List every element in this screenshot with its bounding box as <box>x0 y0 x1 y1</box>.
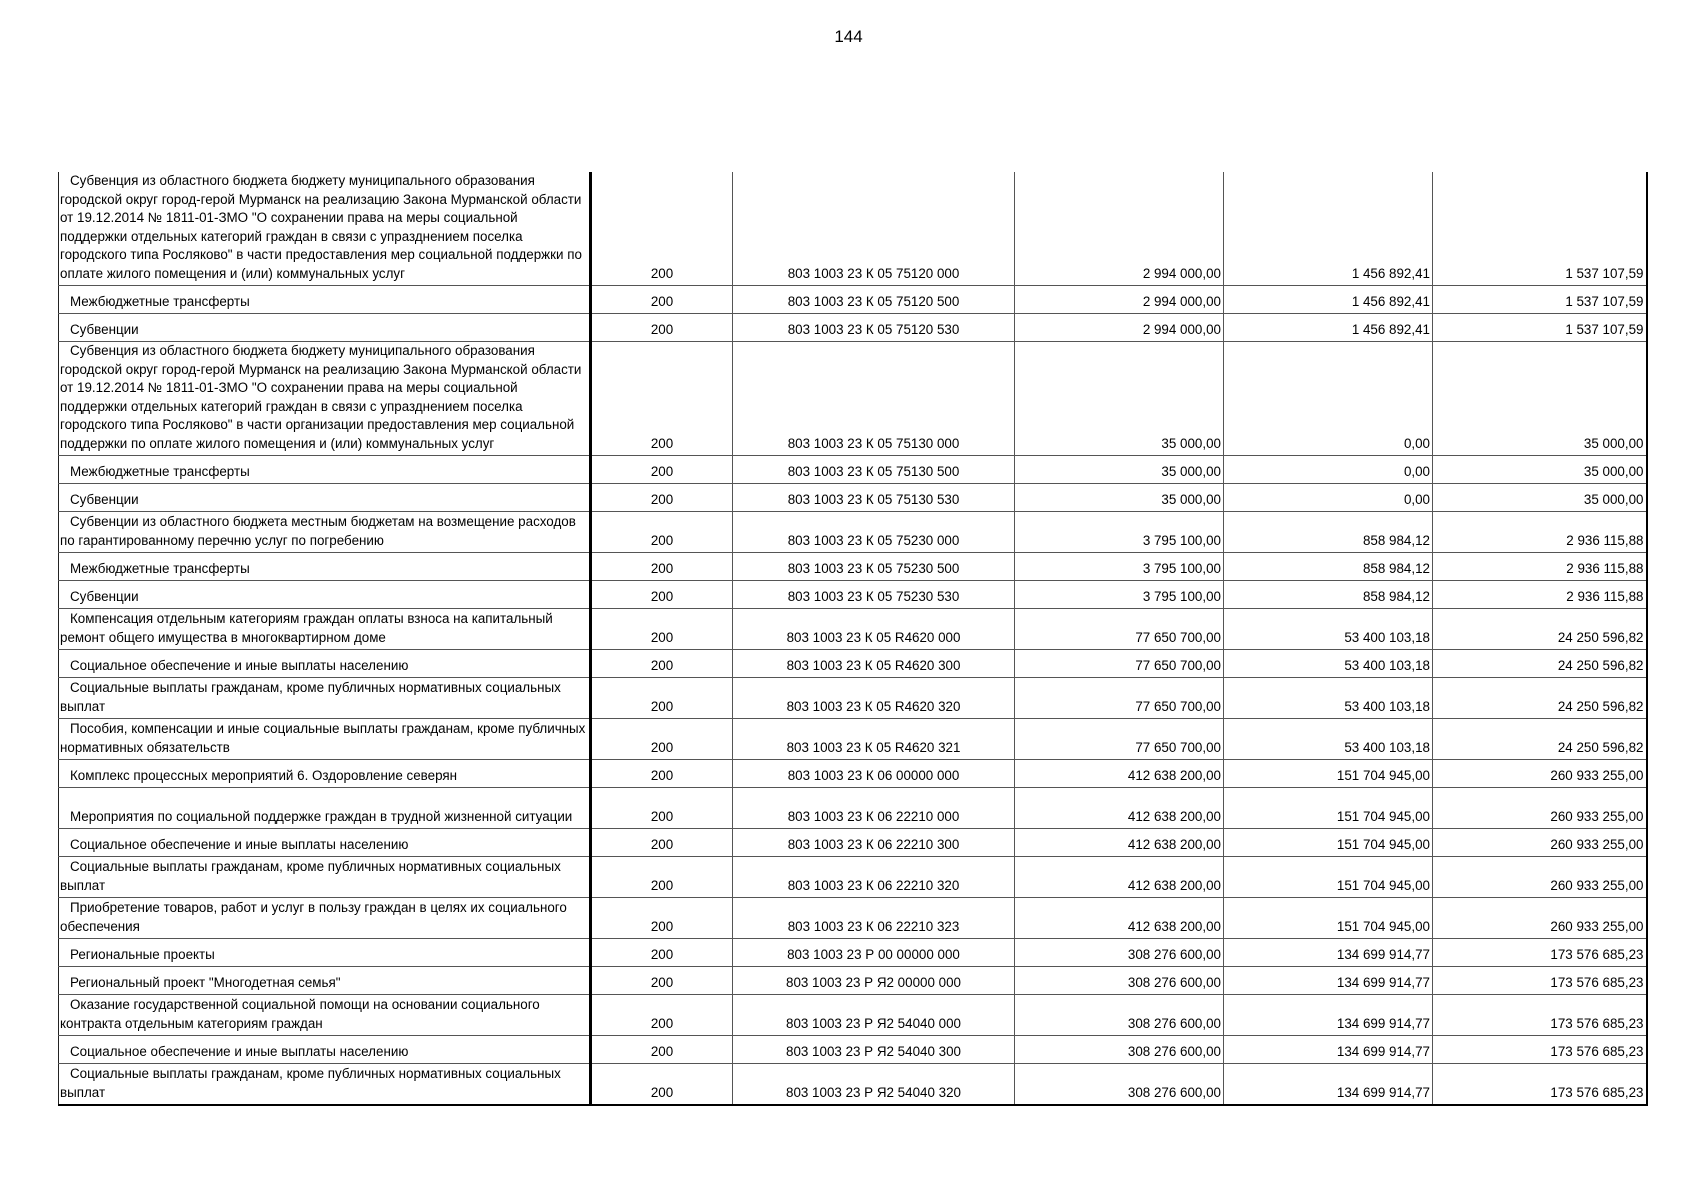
row-rest: 260 933 255,00 <box>1433 760 1647 788</box>
row-plan: 308 276 600,00 <box>1015 1036 1224 1064</box>
row-done: 0,00 <box>1224 456 1433 484</box>
row-plan: 412 638 200,00 <box>1015 898 1224 939</box>
row-plan: 35 000,00 <box>1015 456 1224 484</box>
row-name <box>59 719 591 760</box>
row-done: 151 704 945,00 <box>1224 898 1433 939</box>
row-plan: 2 994 000,00 <box>1015 286 1224 314</box>
row-name <box>59 857 591 898</box>
table-row <box>59 995 1647 1036</box>
row-code: 200 <box>591 719 733 760</box>
row-name-text: Субвенции <box>70 588 139 604</box>
row-done: 53 400 103,18 <box>1224 609 1433 650</box>
row-code: 200 <box>591 456 733 484</box>
row-plan: 77 650 700,00 <box>1015 650 1224 678</box>
table-row <box>59 678 1647 719</box>
row-kbk: 803 1003 23 Р Я2 54040 320 <box>733 1064 1015 1106</box>
row-plan: 2 994 000,00 <box>1015 172 1224 286</box>
row-rest: 260 933 255,00 <box>1433 788 1647 829</box>
row-code: 200 <box>591 650 733 678</box>
row-rest: 24 250 596,82 <box>1433 719 1647 760</box>
row-name <box>59 314 591 342</box>
row-plan: 77 650 700,00 <box>1015 609 1224 650</box>
row-name-text: Субвенции <box>70 491 139 507</box>
row-code: 200 <box>591 788 733 829</box>
row-kbk: 803 1003 23 К 05 75230 000 <box>733 512 1015 553</box>
row-kbk: 803 1003 23 К 05 75130 530 <box>733 484 1015 512</box>
row-done: 151 704 945,00 <box>1224 829 1433 857</box>
page-number: 144 <box>834 27 863 46</box>
row-plan: 3 795 100,00 <box>1015 512 1224 553</box>
row-code: 200 <box>591 286 733 314</box>
row-kbk: 803 1003 23 К 06 00000 000 <box>733 760 1015 788</box>
budget-table <box>58 172 1648 1106</box>
row-name-text: Субвенции <box>70 321 139 337</box>
row-plan: 3 795 100,00 <box>1015 581 1224 609</box>
table-row <box>59 650 1647 678</box>
row-code: 200 <box>591 1064 733 1106</box>
row-name <box>59 829 591 857</box>
row-name <box>59 484 591 512</box>
table-row <box>59 788 1647 829</box>
row-done: 134 699 914,77 <box>1224 1036 1433 1064</box>
row-code: 200 <box>591 314 733 342</box>
row-rest: 35 000,00 <box>1433 342 1647 456</box>
table-row <box>59 484 1647 512</box>
row-code: 200 <box>591 760 733 788</box>
row-plan: 308 276 600,00 <box>1015 939 1224 967</box>
row-plan: 35 000,00 <box>1015 484 1224 512</box>
row-name-text: Межбюджетные трансферты <box>70 293 250 309</box>
row-code: 200 <box>591 939 733 967</box>
row-name <box>59 995 591 1036</box>
row-plan: 308 276 600,00 <box>1015 967 1224 995</box>
row-rest: 173 576 685,23 <box>1433 1036 1647 1064</box>
table-row <box>59 939 1647 967</box>
row-code: 200 <box>591 1036 733 1064</box>
row-name <box>59 939 591 967</box>
row-done: 0,00 <box>1224 342 1433 456</box>
row-plan: 308 276 600,00 <box>1015 1064 1224 1106</box>
row-done: 858 984,12 <box>1224 581 1433 609</box>
row-name <box>59 898 591 939</box>
row-name-text: Социальное обеспечение и иные выплаты населению <box>70 1043 409 1059</box>
row-plan: 3 795 100,00 <box>1015 553 1224 581</box>
row-rest: 260 933 255,00 <box>1433 829 1647 857</box>
row-code: 200 <box>591 829 733 857</box>
row-name <box>59 760 591 788</box>
row-plan: 77 650 700,00 <box>1015 719 1224 760</box>
row-name <box>59 788 591 829</box>
row-name <box>59 172 591 286</box>
row-rest: 173 576 685,23 <box>1433 1064 1647 1106</box>
table-row <box>59 967 1647 995</box>
row-rest: 2 936 115,88 <box>1433 581 1647 609</box>
table-row <box>59 1064 1647 1106</box>
row-code: 200 <box>591 512 733 553</box>
row-rest: 173 576 685,23 <box>1433 939 1647 967</box>
row-name <box>59 1064 591 1106</box>
row-code: 200 <box>591 857 733 898</box>
row-code: 200 <box>591 678 733 719</box>
row-rest: 173 576 685,23 <box>1433 967 1647 995</box>
row-name <box>59 609 591 650</box>
row-name-text: Оказание государственной социальной помощи на основании социального контракта отдельным категориям граждан <box>60 997 540 1031</box>
row-name <box>59 650 591 678</box>
row-kbk: 803 1003 23 Р Я2 54040 000 <box>733 995 1015 1036</box>
row-rest: 1 537 107,59 <box>1433 172 1647 286</box>
row-kbk: 803 1003 23 К 05 75130 000 <box>733 342 1015 456</box>
table-row <box>59 512 1647 553</box>
row-done: 134 699 914,77 <box>1224 939 1433 967</box>
row-rest: 35 000,00 <box>1433 456 1647 484</box>
table-row <box>59 172 1647 286</box>
row-kbk: 803 1003 23 К 06 22210 300 <box>733 829 1015 857</box>
row-plan: 35 000,00 <box>1015 342 1224 456</box>
row-name <box>59 553 591 581</box>
row-kbk: 803 1003 23 Р 00 00000 000 <box>733 939 1015 967</box>
row-plan: 2 994 000,00 <box>1015 314 1224 342</box>
row-kbk: 803 1003 23 К 05 75130 500 <box>733 456 1015 484</box>
row-name-text: Компенсация отдельным категориям граждан оплаты взноса на капитальный ремонт общего имущества в многоквартирном доме <box>60 611 553 645</box>
row-kbk: 803 1003 23 К 05 R4620 300 <box>733 650 1015 678</box>
row-kbk: 803 1003 23 Р Я2 54040 300 <box>733 1036 1015 1064</box>
row-done: 53 400 103,18 <box>1224 719 1433 760</box>
row-rest: 260 933 255,00 <box>1433 898 1647 939</box>
row-name-text: Межбюджетные трансферты <box>70 463 250 479</box>
row-plan: 308 276 600,00 <box>1015 995 1224 1036</box>
table-row <box>59 760 1647 788</box>
row-kbk: 803 1003 23 К 06 22210 000 <box>733 788 1015 829</box>
row-rest: 2 936 115,88 <box>1433 512 1647 553</box>
row-name-text: Социальные выплаты гражданам, кроме публичных нормативных социальных выплат <box>60 680 561 714</box>
row-rest: 2 936 115,88 <box>1433 553 1647 581</box>
table-row <box>59 553 1647 581</box>
row-done: 1 456 892,41 <box>1224 286 1433 314</box>
row-rest: 35 000,00 <box>1433 484 1647 512</box>
row-code: 200 <box>591 172 733 286</box>
row-code: 200 <box>591 898 733 939</box>
row-code: 200 <box>591 553 733 581</box>
table-row <box>59 719 1647 760</box>
table-row <box>59 829 1647 857</box>
table-row <box>59 581 1647 609</box>
row-rest: 24 250 596,82 <box>1433 609 1647 650</box>
row-name-text: Региональные проекты <box>70 946 215 962</box>
row-done: 151 704 945,00 <box>1224 760 1433 788</box>
row-name-text: Региональный проект "Многодетная семья" <box>70 974 341 990</box>
row-name-text: Комплекс процессных мероприятий 6. Оздоровление северян <box>70 767 458 783</box>
row-plan: 412 638 200,00 <box>1015 788 1224 829</box>
table-row <box>59 456 1647 484</box>
row-name-text: Субвенция из областного бюджета бюджету муниципального образования городской округ город-герой Мурманск на реализацию Закона Мурманской области от 19.12.2014 № 1811-01-ЗМО "О сохранении права на меры социальной поддержки отдельных категорий граждан в связи с упразднением поселка городского типа Росляково" в части предоставления мер социальной поддержки по оплате жилого помещения и (или) коммунальных услуг <box>60 173 582 281</box>
row-name <box>59 1036 591 1064</box>
row-done: 858 984,12 <box>1224 512 1433 553</box>
row-code: 200 <box>591 484 733 512</box>
row-rest: 1 537 107,59 <box>1433 314 1647 342</box>
row-plan: 412 638 200,00 <box>1015 829 1224 857</box>
row-done: 134 699 914,77 <box>1224 1064 1433 1106</box>
row-name <box>59 967 591 995</box>
row-name <box>59 581 591 609</box>
row-kbk: 803 1003 23 К 05 R4620 320 <box>733 678 1015 719</box>
row-done: 151 704 945,00 <box>1224 857 1433 898</box>
row-code: 200 <box>591 967 733 995</box>
row-name <box>59 286 591 314</box>
row-done: 53 400 103,18 <box>1224 678 1433 719</box>
row-name-text: Социальное обеспечение и иные выплаты населению <box>70 836 409 852</box>
row-name-text: Приобретение товаров, работ и услуг в пользу граждан в целях их социального обеспечения <box>60 900 567 934</box>
row-name <box>59 342 591 456</box>
row-name <box>59 512 591 553</box>
row-done: 134 699 914,77 <box>1224 967 1433 995</box>
row-code: 200 <box>591 581 733 609</box>
row-kbk: 803 1003 23 К 05 75230 530 <box>733 581 1015 609</box>
row-plan: 412 638 200,00 <box>1015 760 1224 788</box>
row-kbk: 803 1003 23 К 06 22210 320 <box>733 857 1015 898</box>
table-row <box>59 609 1647 650</box>
row-done: 0,00 <box>1224 484 1433 512</box>
row-done: 134 699 914,77 <box>1224 995 1433 1036</box>
row-code: 200 <box>591 342 733 456</box>
row-kbk: 803 1003 23 К 05 75230 500 <box>733 553 1015 581</box>
table-row <box>59 1036 1647 1064</box>
row-code: 200 <box>591 995 733 1036</box>
row-name-text: Социальные выплаты гражданам, кроме публичных нормативных социальных выплат <box>60 1066 561 1100</box>
row-kbk: 803 1003 23 Р Я2 00000 000 <box>733 967 1015 995</box>
row-rest: 24 250 596,82 <box>1433 678 1647 719</box>
row-done: 1 456 892,41 <box>1224 172 1433 286</box>
table-row <box>59 286 1647 314</box>
row-done: 1 456 892,41 <box>1224 314 1433 342</box>
row-name <box>59 456 591 484</box>
row-name-text: Социальное обеспечение и иные выплаты населению <box>70 657 409 673</box>
row-name-text: Пособия, компенсации и иные социальные выплаты гражданам, кроме публичных нормативных обязательств <box>60 721 586 755</box>
row-name-text: Социальные выплаты гражданам, кроме публичных нормативных социальных выплат <box>60 859 561 893</box>
row-rest: 1 537 107,59 <box>1433 286 1647 314</box>
table-row <box>59 342 1647 456</box>
table-row <box>59 898 1647 939</box>
row-name-text: Мероприятия по социальной поддержке граждан в трудной жизненной ситуации <box>70 808 573 824</box>
table-row <box>59 314 1647 342</box>
row-name-text: Субвенция из областного бюджета бюджету муниципального образования городской округ город-герой Мурманск на реализацию Закона Мурманской области от 19.12.2014 № 1811-01-ЗМО "О сохранении права на меры социальной поддержки отдельных категорий граждан в связи с упразднением поселка городского типа Росляково" в части организации предоставления мер социальной поддержки по оплате жилого помещения и (или) коммунальных услуг <box>60 343 582 451</box>
row-kbk: 803 1003 23 К 05 R4620 321 <box>733 719 1015 760</box>
row-kbk: 803 1003 23 К 05 R4620 000 <box>733 609 1015 650</box>
table-row <box>59 857 1647 898</box>
row-plan: 77 650 700,00 <box>1015 678 1224 719</box>
row-name-text: Межбюджетные трансферты <box>70 560 250 576</box>
row-code: 200 <box>591 609 733 650</box>
row-plan: 412 638 200,00 <box>1015 857 1224 898</box>
row-rest: 260 933 255,00 <box>1433 857 1647 898</box>
row-done: 151 704 945,00 <box>1224 788 1433 829</box>
row-name <box>59 678 591 719</box>
row-kbk: 803 1003 23 К 05 75120 500 <box>733 286 1015 314</box>
row-done: 53 400 103,18 <box>1224 650 1433 678</box>
row-done: 858 984,12 <box>1224 553 1433 581</box>
row-kbk: 803 1003 23 К 06 22210 323 <box>733 898 1015 939</box>
row-name-text: Субвенции из областного бюджета местным бюджетам на возмещение расходов по гарантированному перечню услуг по погребению <box>60 514 576 548</box>
row-kbk: 803 1003 23 К 05 75120 530 <box>733 314 1015 342</box>
row-kbk: 803 1003 23 К 05 75120 000 <box>733 172 1015 286</box>
row-rest: 173 576 685,23 <box>1433 995 1647 1036</box>
row-rest: 24 250 596,82 <box>1433 650 1647 678</box>
